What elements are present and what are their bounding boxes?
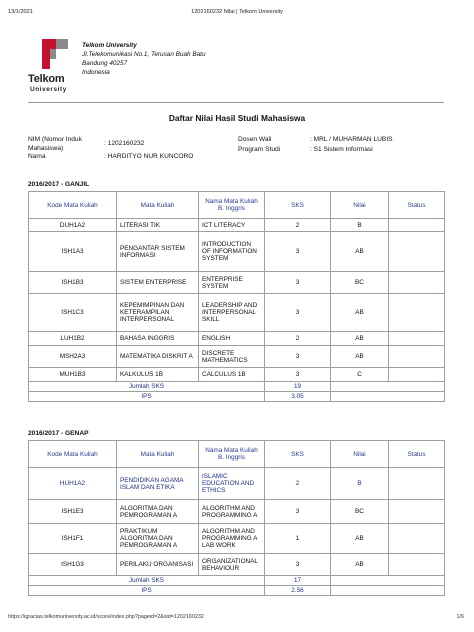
cell-kode: ISH1F1 (29, 524, 117, 554)
cell-nilai: AB (331, 346, 389, 368)
footer-page-number: 1/6 (456, 614, 464, 620)
col-mata-kuliah-en: Nama Mata Kuliah B. Inggris (199, 441, 265, 468)
name-value: : HARDITYO NUR KUNCORO (104, 153, 194, 160)
cell-status (389, 332, 445, 346)
table-header-row (29, 441, 445, 468)
header-divider (28, 102, 444, 103)
table-row (29, 219, 445, 232)
col-nilai: Nilai (331, 192, 389, 219)
footer-url[interactable]: https://igracias.telkomuniversity.ac.id/score/index.php?pageid=2&sid=1202160232 (8, 614, 204, 620)
cell-mk: PENGANTAR SISTEM INFORMASI (117, 232, 199, 272)
jumlah-sks-row (29, 382, 445, 392)
cell-kode: ISH1B3 (29, 272, 117, 294)
logo-line2: University (30, 86, 67, 93)
nim-label-line2: Mahasiswa) (28, 144, 64, 152)
table-row (29, 332, 445, 346)
ips-row (29, 392, 445, 402)
empty-cell (331, 586, 445, 596)
cell-mk: BAHASA INGGRIS (117, 332, 199, 346)
institution-address2: Bandung 40257 (82, 60, 128, 67)
empty-cell (331, 576, 445, 586)
cell-mk-en: INTRODUCTION OF INFORMATION SYSTEM (199, 232, 265, 272)
institution-address1: Jl.Telekomunikasi No.1, Terusan Buah Batu (82, 51, 206, 58)
cell-sks: 3 (265, 500, 331, 524)
cell-sks: 3 (265, 272, 331, 294)
cell-mk-en: ENGLISH (199, 332, 265, 346)
cell-sks: 1 (265, 524, 331, 554)
cell-status (389, 368, 445, 382)
table-row (29, 500, 445, 524)
cell-status (389, 346, 445, 368)
ips-value: 3.05 (265, 392, 331, 402)
cell-nilai: AB (331, 554, 389, 576)
nim-value: : 1202160232 (104, 140, 145, 147)
print-title: 1202160232 Nilai | Telkom University (191, 9, 283, 15)
col-status: Status (389, 192, 445, 219)
jumlah-sks-value: 17 (265, 576, 331, 586)
cell-kode: ISH1E3 (29, 500, 117, 524)
grades-table-genap (28, 440, 445, 596)
cell-kode: HUH1A2 (29, 468, 117, 500)
cell-nilai: BC (331, 500, 389, 524)
nim-label-line1: NIM (Nomor Induk (28, 136, 82, 143)
cell-kode: MUH1B3 (29, 368, 117, 382)
cell-mk-en: ORGANIZATIONAL BEHAVIOUR (199, 554, 265, 576)
empty-cell (331, 382, 445, 392)
cell-sks: 2 (265, 219, 331, 232)
cell-status (389, 272, 445, 294)
cell-sks: 3 (265, 554, 331, 576)
table-row (29, 524, 445, 554)
ips-label: IPS (29, 586, 265, 596)
cell-status (389, 468, 445, 500)
jumlah-sks-row (29, 576, 445, 586)
ips-label: IPS (29, 392, 265, 402)
cell-mk-en: ENTERPRISE SYSTEM (199, 272, 265, 294)
dosen-value: : MRL / MUHARMAN LUBIS (310, 136, 393, 143)
grades-table-ganjil (28, 191, 445, 402)
cell-mk-en: DISCRETE MATHEMATICS (199, 346, 265, 368)
cell-nilai: AB (331, 294, 389, 332)
cell-mk: KEPEMIMPINAN DAN KETERAMPILAN INTERPERSONAL (117, 294, 199, 332)
jumlah-sks-label: Jumlah SKS (29, 382, 265, 392)
telkom-university-logo (28, 33, 78, 99)
cell-status (389, 294, 445, 332)
cell-status (389, 554, 445, 576)
semester-title: 2016/2017 - GANJIL (28, 181, 90, 188)
cell-kode: LUH1B2 (29, 332, 117, 346)
cell-mk: LITERASI TIK (117, 219, 199, 232)
jumlah-sks-label: Jumlah SKS (29, 576, 265, 586)
cell-mk-en: LEADERSHIP AND INTERPERSONAL SKILL (199, 294, 265, 332)
table-row (29, 368, 445, 382)
logo-line1: Telkom (28, 73, 65, 85)
cell-sks: 2 (265, 332, 331, 346)
cell-kode: ISH1C3 (29, 294, 117, 332)
prodi-value: : S1 Sistem Informasi (310, 146, 373, 153)
cell-mk: PRAKTIKUM ALGORITMA DAN PEMROGRAMAN A (117, 524, 199, 554)
ips-value: 2.56 (265, 586, 331, 596)
cell-sks: 3 (265, 294, 331, 332)
page-title: Daftar Nilai Hasil Studi Mahasiswa (168, 113, 306, 123)
cell-kode: ISH1A3 (29, 232, 117, 272)
cell-mk: PERILAKU ORGANISASI (117, 554, 199, 576)
cell-status (389, 524, 445, 554)
cell-mk: PENDIDIKAN AGAMA ISLAM DAN ETIKA (117, 468, 199, 500)
dosen-label: Dosen Wali (238, 136, 272, 143)
table-row (29, 468, 445, 500)
table-header-row (29, 192, 445, 219)
cell-status (389, 232, 445, 272)
cell-status (389, 219, 445, 232)
cell-mk-en: ALGORITHM AND PROGRAMMING A (199, 500, 265, 524)
ips-row (29, 586, 445, 596)
empty-cell (331, 392, 445, 402)
institution-block (82, 41, 206, 77)
telkom-logo-icon (28, 33, 78, 73)
cell-mk: ALGORITMA DAN PEMROGRAMAN A (117, 500, 199, 524)
print-date: 13/1/2021 (8, 9, 33, 15)
jumlah-sks-value: 19 (265, 382, 331, 392)
cell-nilai: AB (331, 332, 389, 346)
institution-country: Indonesia (82, 69, 110, 76)
col-status: Status (389, 441, 445, 468)
table-row (29, 554, 445, 576)
table-row (29, 346, 445, 368)
cell-mk: KALKULUS 1B (117, 368, 199, 382)
col-mata-kuliah: Mata Kuliah (117, 192, 199, 219)
prodi-label: Program Studi (238, 146, 281, 153)
cell-kode: MSH2A3 (29, 346, 117, 368)
cell-sks: 3 (265, 368, 331, 382)
nim-label (28, 136, 82, 153)
cell-status (389, 500, 445, 524)
institution-name: Telkom University (82, 42, 137, 49)
table-row (29, 272, 445, 294)
col-nilai: Nilai (331, 441, 389, 468)
cell-sks: 2 (265, 468, 331, 500)
cell-sks: 3 (265, 346, 331, 368)
table-row (29, 232, 445, 272)
cell-mk-en: CALCULUS 1B (199, 368, 265, 382)
cell-nilai: AB (331, 524, 389, 554)
cell-nilai: B (331, 219, 389, 232)
cell-nilai: B (331, 468, 389, 500)
cell-kode: ISH1G3 (29, 554, 117, 576)
cell-mk-en: ISLAMIC EDUCATION AND ETHICS (199, 468, 265, 500)
cell-kode: DUH1A2 (29, 219, 117, 232)
table-row (29, 294, 445, 332)
col-sks: SKS (265, 192, 331, 219)
cell-mk-en: ICT LITERACY (199, 219, 265, 232)
name-label: Nama (28, 153, 46, 160)
cell-nilai: AB (331, 232, 389, 272)
cell-nilai: C (331, 368, 389, 382)
col-sks: SKS (265, 441, 331, 468)
cell-mk: MATEMATIKA DISKRIT A (117, 346, 199, 368)
cell-nilai: BC (331, 272, 389, 294)
col-kode: Kode Mata Kuliah (29, 441, 117, 468)
col-mata-kuliah: Mata Kuliah (117, 441, 199, 468)
col-mata-kuliah-en: Nama Mata Kuliah B. Inggris (199, 192, 265, 219)
semester-title: 2016/2017 - GENAP (28, 430, 89, 437)
cell-mk: SISTEM ENTERPRISE (117, 272, 199, 294)
cell-mk-en: ALGORITHM AND PROGRAMMING A LAB WORK (199, 524, 265, 554)
col-kode: Kode Mata Kuliah (29, 192, 117, 219)
cell-sks: 3 (265, 232, 331, 272)
